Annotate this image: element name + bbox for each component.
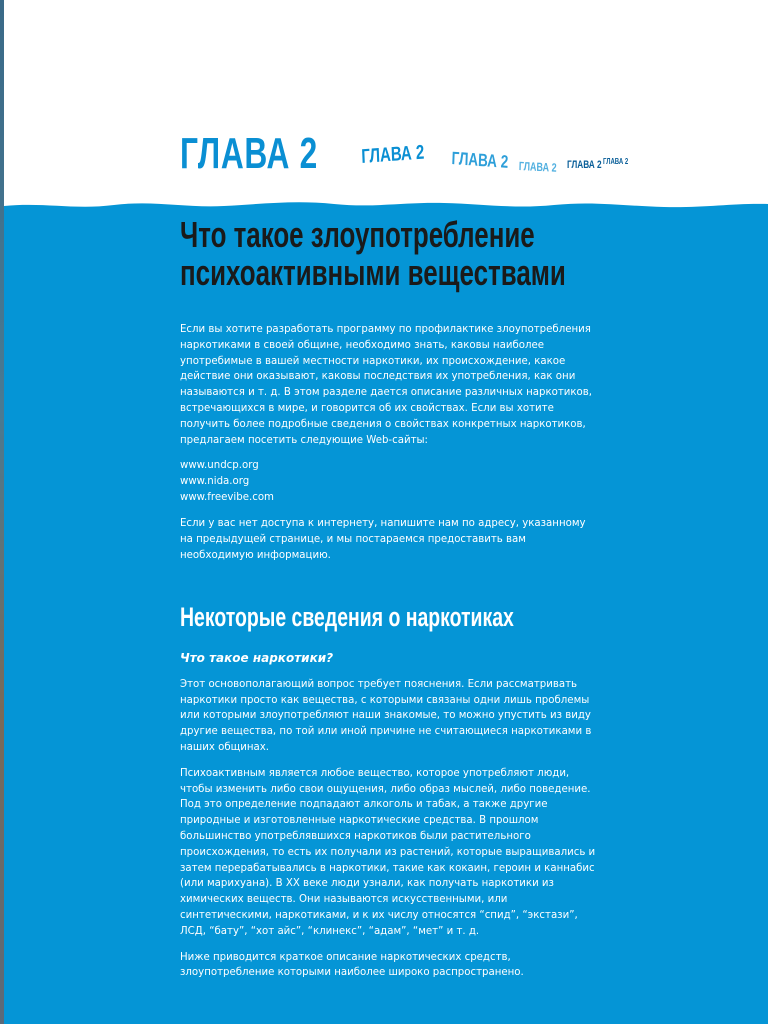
page-title-line-2: психоактивными веществами — [180, 252, 566, 293]
page-title-line-1: Что такое злоупотребление — [180, 214, 535, 255]
chapter-label: ГЛАВА 2 — [180, 129, 318, 178]
drugs-info-section — [180, 651, 600, 991]
website-list — [180, 458, 600, 506]
website-link-nida[interactable]: www.nida.org — [180, 476, 250, 488]
section-paragraph-2: Психоактивным является любое вещество, которое употребляют люди, чтобы изменить либо свои ощущения, либо образ мыслей, либо поведение. Под это определение подпадают алкоголь и табак, а также другие природные и изготовленные наркотические средства. В прошлом большинство употреблявшихся наркотиков были растительного происхождения, то есть их получали из растений, которые выращивались и затем перерабатывались в наркотики, такие как кокаин, героин и каннабис (или марихуана). В XX веке люди узнали, как получать наркотики из химических веществ. Они называются искусственными, или синтетическими, наркотиками, и к их числу относятся “спид”, “экстази”, ЛСД, “бату”, “хот айс”, “клинекс”, “адам”, “мет” и т. д. — [180, 767, 596, 937]
chapter-label-echo-4: ГЛАВА 2 — [567, 159, 602, 171]
section-paragraph-1: Этот основополагающий вопрос требует пояснения. Если рассматривать наркотики просто как вещества, с которыми связаны одни лишь проблемы или которыми злоупотребляют наши знакомые, то можно упустить из виду другие вещества, по той или иной причине не считающиеся наркотиками в наших общинах. — [180, 678, 592, 753]
section-paragraph-3: Ниже приводится краткое описание наркотических средств, злоупотребление которыми наиболее широко распространено. — [180, 951, 524, 979]
website-link-freevibe[interactable]: www.freevibe.com — [180, 492, 274, 504]
intro-paragraph-1: Если вы хотите разработать программу по профилактике злоупотребления наркотиками в своей общине, необходимо знать, каковы наиболее употребимые в вашей местности наркотики, их происхождение, какое действие они оказывают, каковы последствия их употребления, как они называются и т. д. В этом разделе дается описание различных наркотиков, встречающихся в мире, и говорится об их свойствах. Если вы хотите получить более подробные сведения о свойствах конкретных наркотиков, предлагаем посетить следующие Web-сайты: — [180, 324, 593, 446]
chapter-label-echo-2: ГЛАВА 2 — [451, 148, 509, 172]
question-heading: Что такое наркотики? — [180, 651, 334, 665]
intro-section — [180, 322, 600, 574]
chapter-label-echo-5: ГЛАВА 2 — [603, 157, 629, 166]
page-title — [180, 216, 566, 292]
intro-paragraph-2: Если у вас нет доступа к интернету, напишите нам по адресу, указанному на предыдущей странице, и мы постараемся предоставить вам необходимую информацию. — [180, 518, 586, 561]
website-link-undcp[interactable]: www.undcp.org — [180, 460, 259, 472]
chapter-label-echo-1: ГЛАВА 2 — [360, 141, 425, 168]
chapter-label-echo-3: ГЛАВА 2 — [518, 159, 557, 175]
section-heading: Некоторые сведения о наркотиках — [180, 602, 514, 632]
